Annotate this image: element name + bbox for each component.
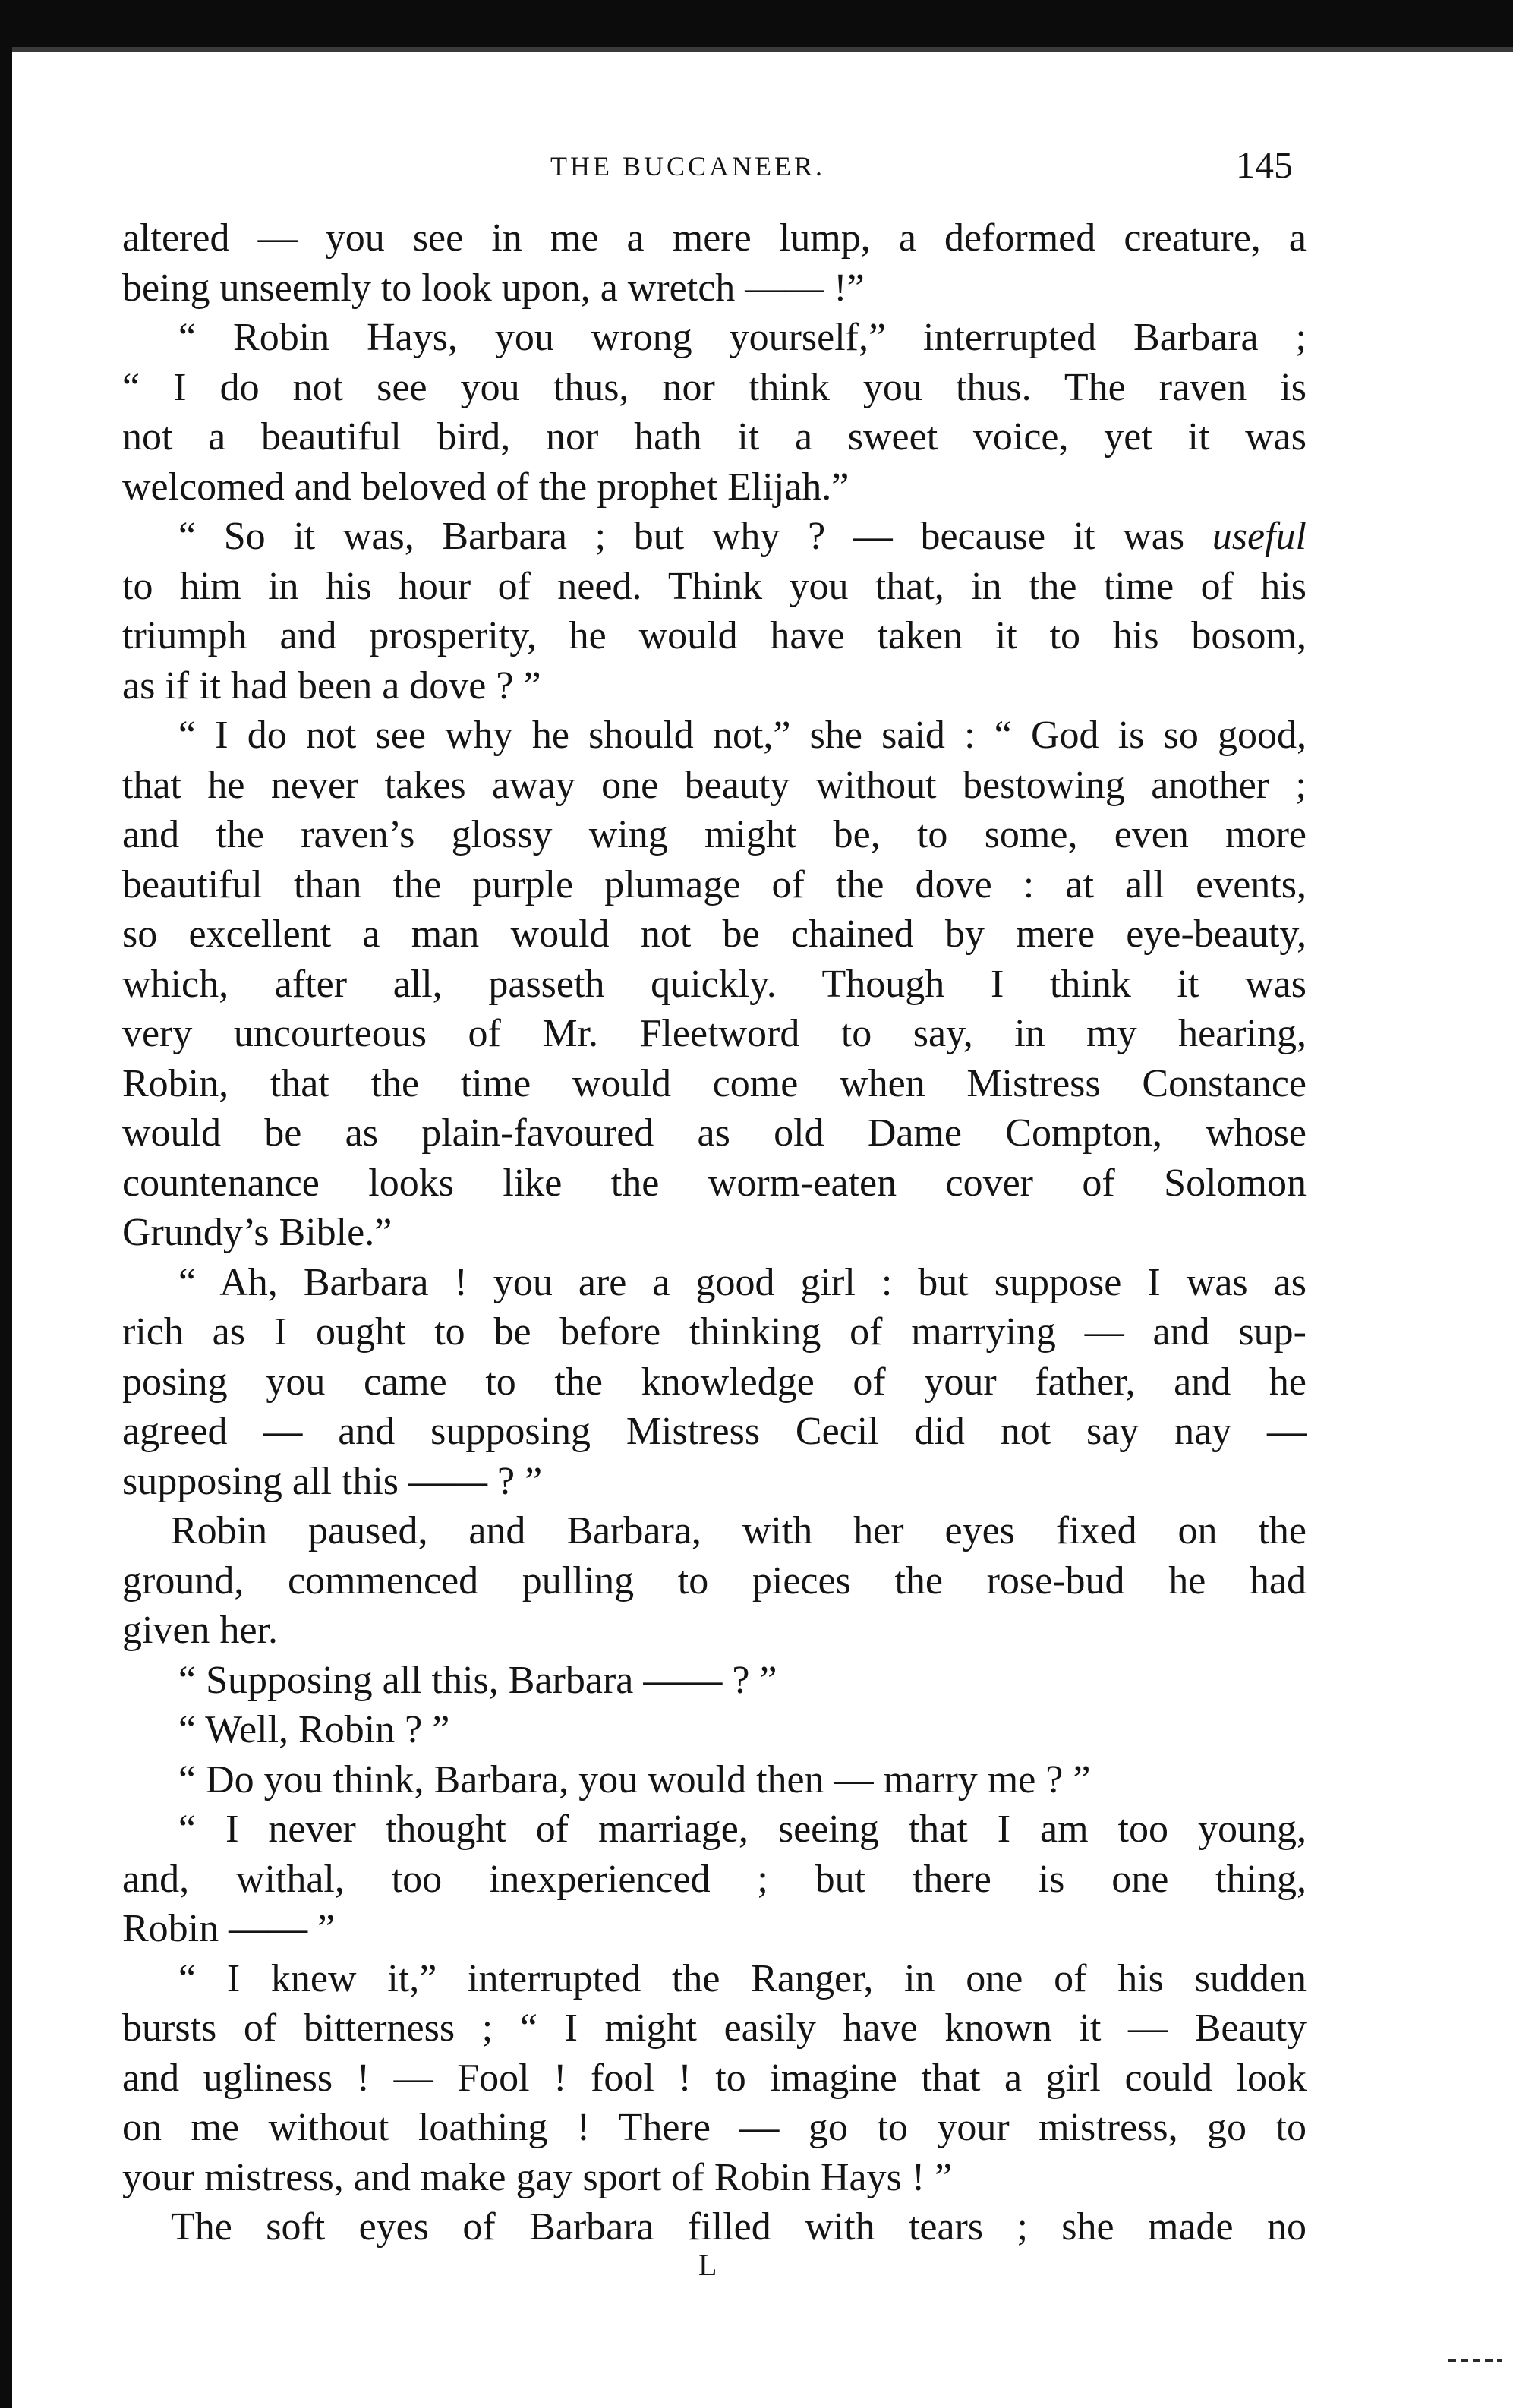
text-line: countenance looks like the worm-eaten cover of Solomon [122,1161,1307,1205]
page-number: 145 [1236,143,1293,186]
text-line: to him in his hour of need. Think you that, in the time of his [122,564,1307,608]
text-line: Robin paused, and Barbara, with her eyes fixed on the [171,1509,1307,1552]
page-top-border [0,0,1513,47]
text-line: “ Do you think, Barbara, you would then — marry me ? ” [178,1757,1091,1801]
text-line: that he never takes away one beauty without bestowing another ; [122,763,1307,807]
text-line: “ Robin Hays, you wrong yourself,” interrupted Barbara ; [178,316,1307,359]
text-line: as if it had been a dove ? ” [122,663,541,708]
text-line: agreed — and supposing Mistress Cecil did not say nay — [122,1410,1307,1453]
text-line: so excellent a man would not be chained by mere eye-beauty, [122,912,1307,956]
emphasized-word: useful [1212,515,1307,558]
text-line: supposing all this —— ? ” [122,1459,543,1503]
text-line: your mistress, and make gay sport of Robin Hays ! ” [122,2155,953,2199]
text-line: which, after all, passeth quickly. Though I think it was [122,962,1307,1006]
text-line: on me without loathing ! There — go to your mistress, go to [122,2106,1307,2149]
text-line: not a beautiful bird, nor hath it a sweet voice, yet it was [122,415,1307,459]
text-line: The soft eyes of Barbara filled with tears ; she made no [171,2205,1307,2249]
page-edge-mark [1448,2359,1502,2362]
text-line: very uncourteous of Mr. Fleetword to say, in my hearing, [122,1012,1307,1055]
text-line: rich as I ought to be before thinking of marrying — and sup- [122,1310,1307,1354]
text-line: and the raven’s glossy wing might be, to some, even more [122,813,1307,856]
page-top-border-shadow [0,47,1513,52]
text-line: triumph and prosperity, he would have taken it to his bosom, [122,614,1307,657]
text-line-emphasis [122,512,1307,562]
text-line: “ Ah, Barbara ! you are a good girl : but suppose I was as [178,1260,1307,1304]
text-line: “ I never thought of marriage, seeing that I am too young, [178,1808,1307,1851]
text-line: Grundy’s Bible.” [122,1211,392,1254]
text-line: “ I do not see why he should not,” she said : “ God is so good, [178,714,1307,757]
text-segment: “ So it was, Barbara ; but why ? — because it was [178,515,1212,558]
text-line: Robin —— ” [122,1907,336,1950]
text-line: Robin, that the time would come when Mistress Constance [122,1061,1307,1105]
text-line: altered — you see in me a mere lump, a deformed creature, a [122,216,1307,260]
text-line: “ I do not see you thus, nor think you thus. The raven is [122,365,1307,409]
text-line: would be as plain-favoured as old Dame Compton, whose [122,1111,1307,1155]
page-left-border [0,0,12,2408]
text-line: “ I knew it,” interrupted the Ranger, in one of his sudden [178,1956,1307,2000]
text-line: given her. [122,1609,279,1652]
text-line: posing you came to the knowledge of your father, and he [122,1360,1307,1404]
text-line: beautiful than the purple plumage of the dove : at all events, [122,862,1307,906]
text-line: “ Supposing all this, Barbara —— ? ” [178,1658,777,1702]
running-head [0,143,1513,188]
text-line: bursts of bitterness ; “ I might easily have known it — Beauty [122,2006,1307,2050]
text-line: and, withal, too inexperienced ; but there is one thing, [122,1857,1307,1901]
signature-mark: L [698,2248,717,2282]
text-line: being unseemly to look upon, a wretch —— !” [122,266,865,310]
text-line: ground, commenced pulling to pieces the rose-bud he had [122,1559,1307,1603]
body-text [122,213,1307,2252]
text-line: “ Well, Robin ? ” [178,1708,450,1751]
text-line: and ugliness ! — Fool ! fool ! to imagine that a girl could look [122,2056,1307,2100]
running-title: THE BUCCANEER. [550,151,825,181]
text-line: welcomed and beloved of the prophet Elijah.” [122,465,849,509]
